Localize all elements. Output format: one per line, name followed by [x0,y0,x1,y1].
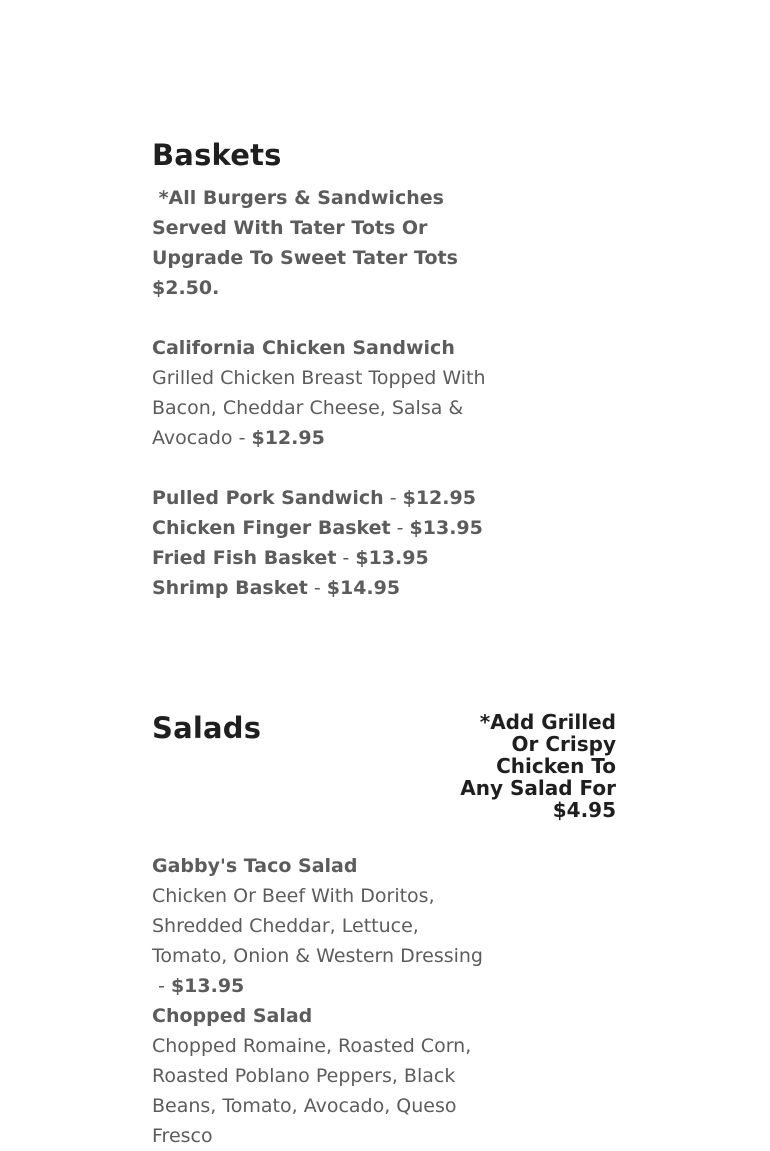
item-price: $12.95 [251,427,325,449]
item-name: Chopped Salad [152,1005,313,1027]
salad-add-chicken-note: *Add Grilled Or Crispy Chicken To Any Salad For $4.95 [460,710,616,822]
price-separator: - [307,577,327,599]
baskets-heading: Baskets [152,138,282,172]
menu-item-chicken-finger-basket [152,513,497,543]
menu-item-california-chicken-sandwich [152,333,497,453]
item-name: Fried Fish Basket [152,547,337,569]
item-name: Shrimp Basket [152,577,308,599]
item-description: Grilled Chicken Breast Topped With Bacon, Cheddar Cheese, Salsa & Avocado [152,367,486,449]
menu-item-fried-fish-basket [152,543,497,573]
item-name: Pulled Pork Sandwich [152,487,384,509]
salads-heading: Salads [152,711,262,745]
menu-item-gabbys-taco-salad [152,851,497,1001]
menu-item-chopped-salad [152,1001,497,1151]
baskets-served-note: *All Burgers & Sandwiches Served With Tater Tots Or Upgrade To Sweet Tater Tots $2.50. [152,187,465,299]
item-description: Chicken Or Beef With Doritos, Shredded Cheddar, Lettuce, Tomato, Onion & Western Dressing [152,885,483,967]
item-name: Chicken Finger Basket [152,517,391,539]
menu-item-pulled-pork-sandwich [152,483,497,513]
item-price: $12.95 [402,487,476,509]
item-price: $14.95 [326,577,401,599]
price-separator: - [390,517,410,539]
item-price: $13.95 [409,517,483,539]
item-price: $13.95 [170,975,245,997]
item-price: $13.95 [355,547,429,569]
item-name: Gabby's Taco Salad [152,855,358,877]
item-name: California Chicken Sandwich [152,337,455,359]
price-separator: - [152,975,171,997]
price-separator: - [232,427,252,449]
price-separator: - [383,487,403,509]
price-separator: - [336,547,356,569]
menu-item-shrimp-basket [152,573,497,603]
baskets-list [152,183,497,603]
salads-list [152,851,497,1151]
item-description: Chopped Romaine, Roasted Corn, Roasted Poblano Peppers, Black Beans, Tomato, Avocado, Queso Fresco [152,1035,472,1147]
